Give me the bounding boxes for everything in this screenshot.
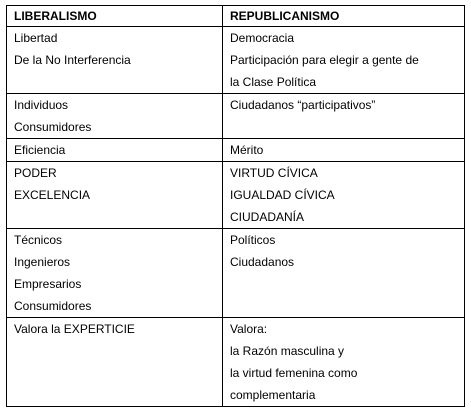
header-row xyxy=(7,6,465,27)
cell-text-line: EXCELENCIA xyxy=(14,188,91,202)
cell-text-line: Ciudadanos xyxy=(230,255,295,269)
cell-text-line: De la No Interferencia xyxy=(14,53,131,67)
republicanismo-cell xyxy=(223,318,465,407)
cell-text-line: la Clase Política xyxy=(230,75,317,89)
table-row xyxy=(7,139,465,162)
cell-text-line: complementaria xyxy=(230,388,316,402)
cell-text-line: Empresarios xyxy=(14,277,82,291)
republicanismo-cell xyxy=(223,229,465,318)
cell-text-line: PODER xyxy=(14,166,57,180)
cell-text-line: Ciudadanos “participativos” xyxy=(230,98,376,112)
cell-text-line: Mérito xyxy=(230,143,264,157)
liberalismo-cell xyxy=(7,229,223,318)
cell-text-line: Participación para elegir a gente de xyxy=(230,53,419,67)
cell-text-line: Valora: xyxy=(230,322,268,336)
cell-text-line: Individuos xyxy=(14,98,69,112)
cell-text-line: Valora la EXPERTICIE xyxy=(14,322,135,336)
liberalismo-cell xyxy=(7,318,223,407)
republicanismo-cell xyxy=(223,162,465,229)
cell-text-line: Consumidores xyxy=(14,299,92,313)
table-row xyxy=(7,27,465,94)
cell-text-line: Técnicos xyxy=(14,233,63,247)
republicanismo-cell xyxy=(223,27,465,94)
liberalismo-cell xyxy=(7,162,223,229)
cell-text-line: Consumidores xyxy=(14,120,92,134)
table-row xyxy=(7,229,465,318)
table-row xyxy=(7,162,465,229)
table-row xyxy=(7,318,465,407)
cell-text-line: Políticos xyxy=(230,233,276,247)
republicanismo-cell xyxy=(223,94,465,139)
cell-text-line: Libertad xyxy=(14,31,58,45)
cell-text-line: Ingenieros xyxy=(14,255,71,269)
liberalismo-cell xyxy=(7,27,223,94)
cell-text-line: VIRTUD CÍVICA xyxy=(230,166,318,180)
cell-text-line: la virtud femenina como xyxy=(230,366,358,380)
cell-text-line: IGUALDAD CÍVICA xyxy=(230,188,335,202)
liberalismo-cell xyxy=(7,139,223,162)
republicanismo-cell xyxy=(223,139,465,162)
cell-text-line: la Razón masculina y xyxy=(230,344,345,358)
comparison-table xyxy=(6,5,465,407)
cell-text-line: Democracia xyxy=(230,31,295,45)
cell-text-line: CIUDADANÍA xyxy=(230,210,305,224)
header-liberalismo: LIBERALISMO xyxy=(7,6,223,27)
table-row xyxy=(7,94,465,139)
cell-text-line: Eficiencia xyxy=(14,143,66,157)
header-republicanismo: REPUBLICANISMO xyxy=(223,6,465,27)
liberalismo-cell xyxy=(7,94,223,139)
